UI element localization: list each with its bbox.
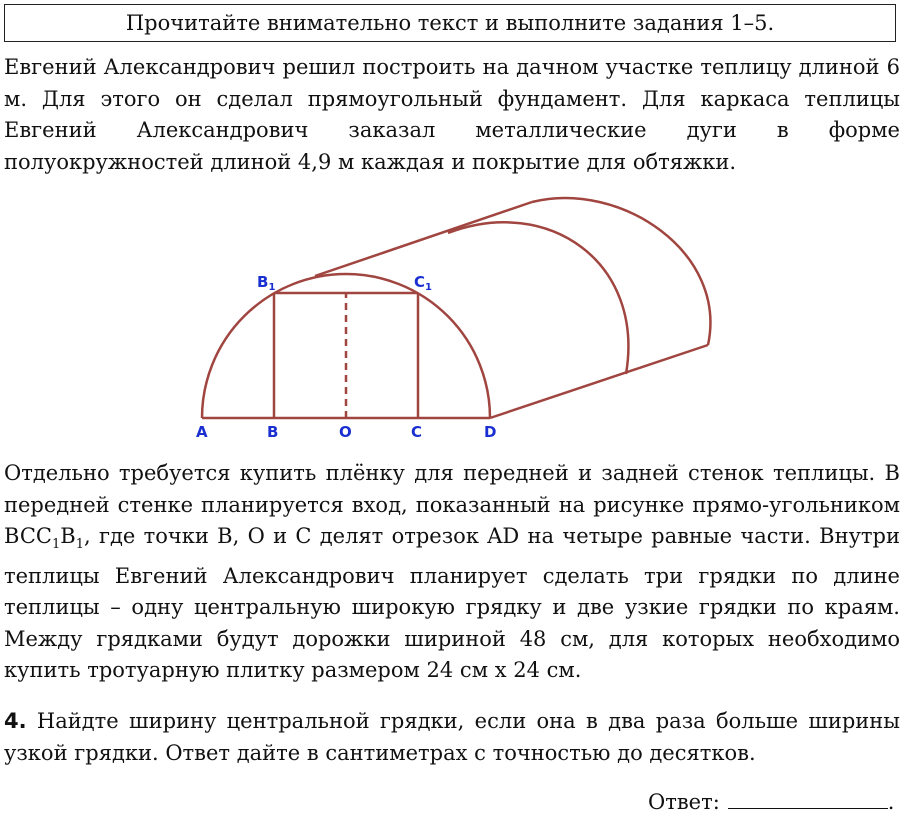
label-o: O bbox=[339, 423, 352, 441]
label-a: A bbox=[196, 423, 208, 441]
greenhouse-figure bbox=[190, 190, 720, 445]
answer-row: Ответ: . bbox=[648, 790, 895, 814]
bottom-side-line bbox=[490, 345, 708, 418]
task-paragraph bbox=[4, 706, 900, 769]
label-c1: $C_1$ bbox=[414, 273, 432, 293]
intro-paragraph: Евгений Александрович решил построить на дачном участке теплицу длиной 6 м. Для этого он сделал прямоугольный фундамент. Для каркаса теплицы Евгений Александрович заказал металлические дуги в форме полуокружностей длиной 4,9 м каждая и покрытие для обтяжки. bbox=[4, 55, 900, 174]
label-c: C bbox=[411, 423, 423, 441]
middle-arc bbox=[448, 222, 628, 374]
task-text: Найдте ширину центральной грядки, если она в два раза больше ширины узкой грядки. Ответ дайте в сантиметрах с точностью до десятков. bbox=[4, 709, 900, 765]
label-d: D bbox=[484, 423, 497, 441]
label-b: B bbox=[267, 423, 279, 441]
ridge-line bbox=[315, 202, 532, 276]
answer-label: Ответ: bbox=[648, 790, 720, 814]
instruction-text: Прочитайте внимательно текст и выполните задания 1–5. bbox=[125, 11, 775, 35]
back-arc bbox=[532, 198, 710, 345]
answer-field[interactable] bbox=[728, 788, 888, 809]
description-paragraph: Отдельно требуется купить плёнку для передней и задней стенок теплицы. В передней стенке планируется вход, показанный на рисунке прямо-угольником $BCC_1B_1$, где точки B, O и C делят отрезок AD на четыре равные части. Внутри теплицы Евгений Александрович планирует сделать три грядки по длине теплицы – одну центральную широкую грядку и две узкие грядки по краям. Между грядками будут дорожки шириной 48 см, для которых необходимо купить тротуарную плитку размером 24 см x 24 см. bbox=[4, 461, 900, 683]
instruction-header bbox=[4, 4, 896, 42]
task-number: 4. bbox=[4, 709, 27, 733]
label-b1: $B_1$ bbox=[257, 273, 276, 293]
